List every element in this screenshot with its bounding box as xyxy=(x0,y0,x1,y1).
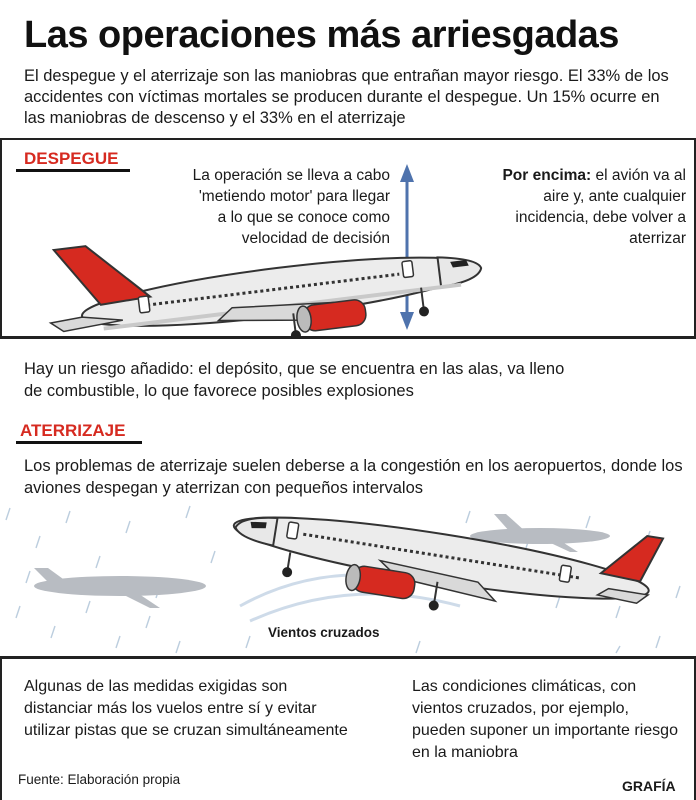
above-note-heading: Por encima: xyxy=(502,167,592,184)
fuel-note: Hay un riesgo añadido: el depósito, que se encuentra en las alas, va lleno de combustible, lo que favorece posibles explosiones xyxy=(24,360,565,400)
landing-plane xyxy=(226,496,663,644)
page-title: Las operaciones más arriesgadas xyxy=(24,14,619,56)
crosswind-label: Vientos cruzados xyxy=(268,625,380,640)
brand-logo: GRAFÍA xyxy=(622,778,676,794)
divider-bottom xyxy=(0,656,696,659)
takeoff-label: DESPEGUE xyxy=(24,149,119,168)
weather-note: Las condiciones climáticas, con vientos cruzados, por ejemplo, pueden suponer un importante riesgo en la maniobra xyxy=(412,678,678,761)
measures-note: Algunas de las medidas exigidas son distanciar más los vuelos entre sí y evitar utilizar pistas que se cruzan simultáneamente xyxy=(24,678,348,739)
intro-text: El despegue y el aterrizaje son las maniobras que entrañan mayor riesgo. El 33% de los accidentes con víctimas mortales se producen durante el despegue. Un 15% ocurre en las maniobras de descenso y el 33% en el aterrizaje xyxy=(24,67,669,127)
decision-arrow xyxy=(400,164,414,330)
above-note-text: el avión va al aire y, ante cualquier incidencia, debe volver a aterrizar xyxy=(515,167,686,247)
landing-label: ATERRIZAJE xyxy=(20,421,126,440)
bottom-border-left xyxy=(0,656,2,800)
above-note xyxy=(490,165,686,249)
background-plane-left xyxy=(34,568,206,608)
congestion-note: Los problemas de aterrizaje suelen deberse a la congestión en los aeropuertos, donde los aviones despegan y aterrizan con pequeños intervalos xyxy=(24,457,683,497)
landing-underline xyxy=(16,441,142,444)
decision-note: La operación se lleva a cabo 'metiendo motor' para llegar a lo que se conoce como velocidad de decisión xyxy=(192,167,390,247)
source-note: Fuente: Elaboración propia xyxy=(18,772,181,787)
